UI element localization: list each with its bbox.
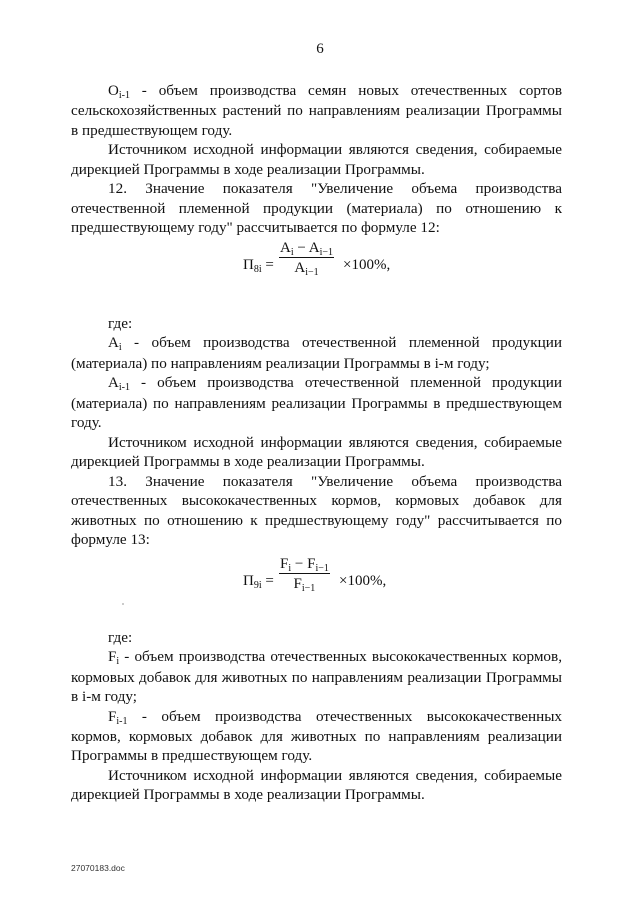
- definition-f-i: $F_i$ - объем производства отечественных высококачественных кормов, кормовых добавок для животных по направлениям реализации Программы в i-м году;: [71, 648, 562, 706]
- formula-tail: ×100%,: [339, 572, 387, 589]
- formula-numerator: $A_i - A_{i-1}$: [280, 239, 334, 258]
- source-paragraph: Источником исходной информации являются сведения, собираемые дирекцией Программы в ходе реализации Программы.: [71, 433, 562, 471]
- definition-a-prev: $A_{i-1}$ - объем производства отечественной племенной продукции (материала) по направлениям реализации Программы в предшествующем году.: [71, 374, 562, 432]
- indicator-12-paragraph: 12. Значение показателя "Увеличение объема производства отечественной племенной продукции (материала) по отношению к предшествующему году" рассчитывается по формуле 12:: [71, 180, 562, 237]
- where-label: где:: [108, 628, 133, 646]
- source-paragraph: Источником исходной информации являются сведения, собираемые дирекцией Программы в ходе реализации Программы.: [71, 767, 562, 804]
- formula-13: [71, 550, 562, 624]
- formula-fraction: [279, 239, 334, 277]
- formula-tail: ×100%,: [343, 256, 391, 273]
- formula-numerator: $F_i - F_{i-1}$: [280, 555, 329, 574]
- page-number: 6: [316, 41, 324, 57]
- definition-o-prev: [71, 81, 562, 140]
- document-body: [71, 81, 562, 805]
- formula-lhs: $П_{8i}$ =: [243, 256, 274, 275]
- definition-text: - объем производства семян новых отечественных сортов сельскохозяйственных растений по направлениям реализации Программы в предшествующем году.: [71, 82, 562, 139]
- symbol: O: [108, 83, 119, 99]
- definition-a-i: $A_i$ - объем производства отечественной племенной продукции (материала) по направлениям реализации Программы в i-м году;: [71, 334, 562, 372]
- formula-fraction: [279, 555, 330, 593]
- definition-f-prev: $F_{i-1}$ - объем производства отечественных высококачественных кормов, кормовых добавок для животных по направлениям реализации Программы в предшествующем году.: [71, 707, 562, 765]
- formula-denominator: $A_{i-1}$: [294, 259, 319, 278]
- footer-filename: 27070183.doc: [71, 863, 125, 873]
- scan-speck: [122, 603, 124, 605]
- formula-12: [71, 238, 562, 308]
- source-paragraph: Источником исходной информации являются сведения, собираемые дирекцией Программы в ходе реализации Программы.: [71, 141, 562, 178]
- where-label: где:: [108, 314, 133, 332]
- indicator-13-paragraph: 13. Значение показателя "Увеличение объема производства отечественных высококачественных кормов, кормовых добавок для животных по отношению к предшествующему году" рассчитывается по формуле 13:: [71, 472, 562, 549]
- symbol-sub: i-1: [118, 90, 130, 101]
- formula-lhs: $П_{9i}$ =: [243, 572, 274, 591]
- formula-denominator: $F_{i-1}$: [293, 575, 316, 594]
